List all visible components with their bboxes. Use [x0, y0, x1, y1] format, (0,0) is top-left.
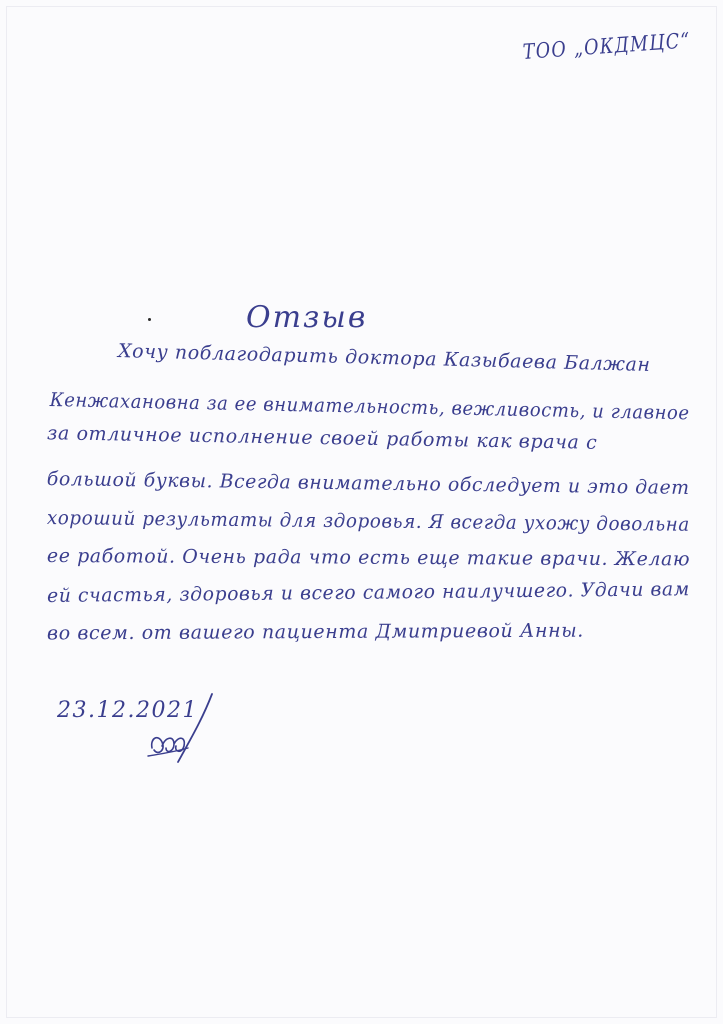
letter-date: 23.12.2021: [57, 698, 198, 723]
body-line-4: большой буквы. Всегда внимательно обследует и это дает: [46, 468, 690, 499]
body-line-2: Кенжахановна за ее внимательность, вежливость, и главное: [49, 389, 690, 425]
document-title: Отзыв: [246, 300, 368, 335]
organization-name: ТОО „ОКДМЦС“: [522, 28, 692, 64]
body-line-6: ее работой. Очень рада что есть еще такие врачи. Желаю: [46, 545, 691, 571]
ink-dot: [148, 318, 151, 321]
body-line-5: хороший результаты для здоровья. Я всегда ухожу довольна: [46, 507, 690, 536]
handwritten-signature: [144, 690, 224, 770]
body-line-1: Хочу поблагодарить доктора Казыбаева Балжан: [117, 340, 651, 376]
body-line-8: во всем. от вашего пациента Дмитриевой Анны.: [46, 619, 584, 645]
body-line-7: ей счастья, здоровья и всего самого наилучшего. Удачи вам: [47, 578, 690, 607]
body-line-3: за отличное исполнение своей работы как врача с: [46, 422, 598, 454]
